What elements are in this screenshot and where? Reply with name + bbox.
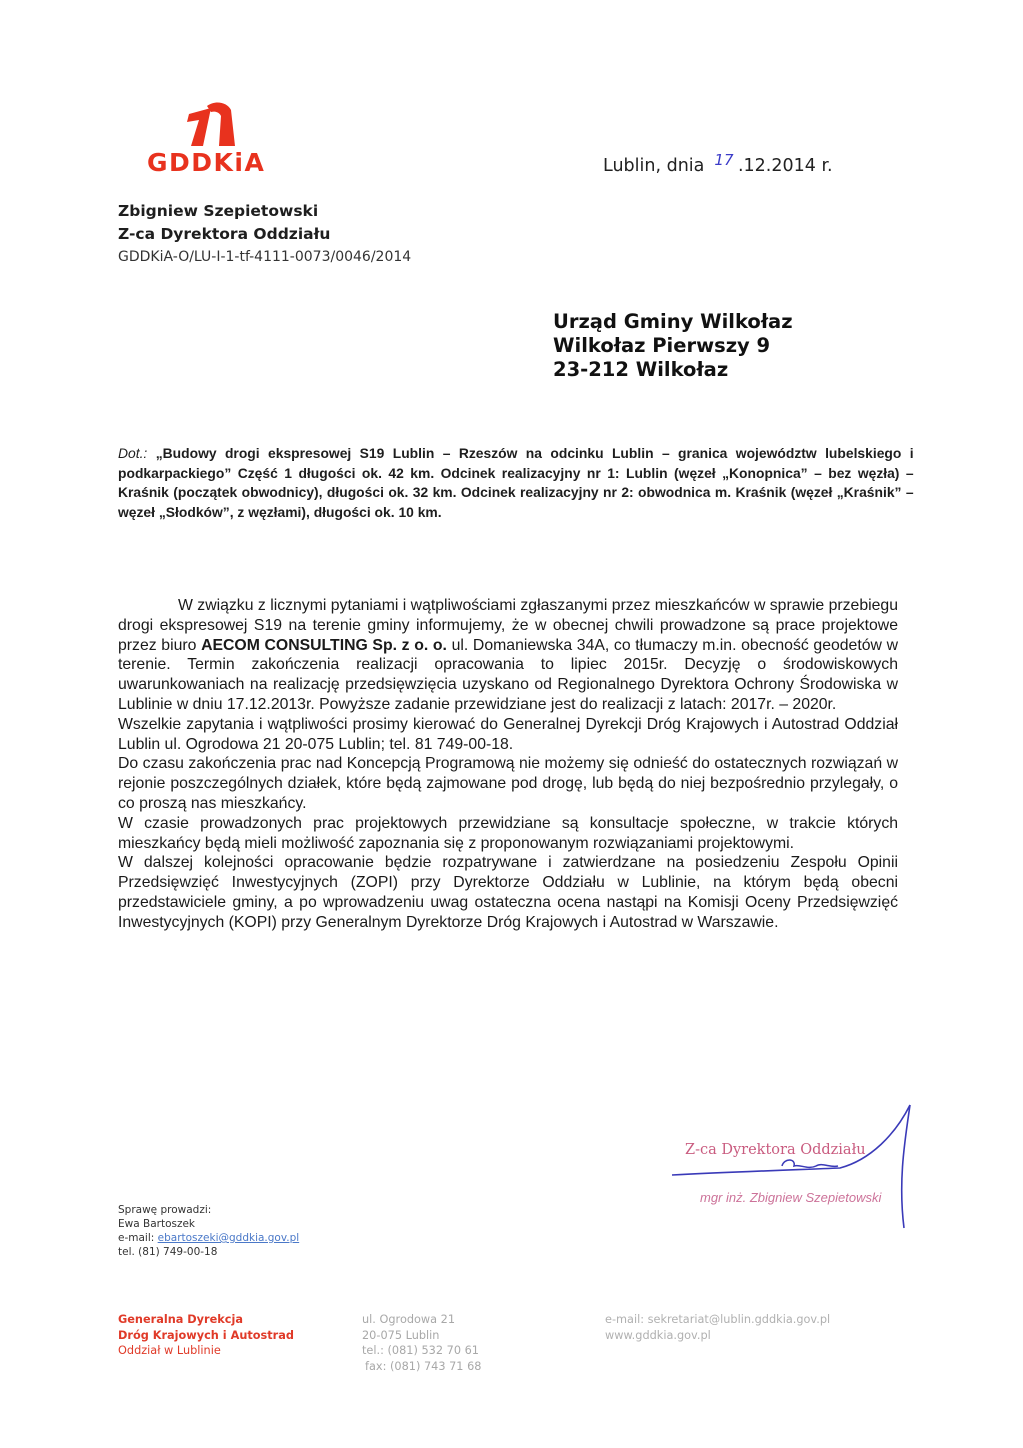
road-emblem-icon <box>185 100 237 148</box>
handler-email-label: e-mail: <box>118 1232 155 1244</box>
handler-email-line <box>118 1231 299 1245</box>
body-p1-text-cont: ul. Domaniewska 34A, co tłumaczy m.in. obecność geodetów w terenie. Termin zakończenia realizacji opracowania to lipiec 2015r. Decyzję o środowiskowych uwarunkowaniach na realizację przedsięwzięcia uzyskano od Regionalnego Dyrektora Ochrony Środowiska w Lublinie w dniu 17.12.2013r. Powyższe zadanie przewidziane jest do realizacji z latach: 2017r. – 2020r. <box>118 636 898 713</box>
body-paragraph-2: Wszelkie zapytania i wątpliwości prosimy kierować do Generalnej Dyrekcji Dróg Krajowych i Autostrad Oddział Lublin ul. Ogrodowa 21 20-075 Lublin; tel. 81 749-00-18. <box>118 715 898 753</box>
footer-org-line-2: Dróg Krajowych i Autostrad <box>118 1328 294 1342</box>
footer-tel: tel.: (081) 532 70 61 <box>362 1344 479 1357</box>
handler-label: Sprawę prowadzi: <box>118 1204 212 1216</box>
reference-number: GDDKiA-O/LU-I-1-tf-4111-0073/0046/2014 <box>118 249 412 265</box>
footer-website[interactable]: www.gddkia.gov.pl <box>605 1328 711 1342</box>
date-suffix: .12.2014 r. <box>737 156 833 176</box>
body-p1-text: W związku z licznymi pytaniami i wątpliwościami zgłaszanymi przez mieszkańców w sprawie przebiegu drogi ekspresowej S19 na terenie gminy informujemy, że w obecnej chwili prowadzone są prace projektowe przez biuro <box>118 597 898 654</box>
footer-organization <box>118 1312 294 1359</box>
handwritten-signature-icon <box>670 1100 930 1230</box>
subject-block <box>118 444 914 522</box>
footer-org-line-3: Oddział w Lublinie <box>118 1344 221 1357</box>
handler-phone: tel. (81) 749-00-18 <box>118 1246 218 1258</box>
body-paragraph-1 <box>118 596 898 715</box>
contractor-name: AECOM CONSULTING Sp. z o. o. <box>201 636 447 654</box>
footer-fax: fax: (081) 743 71 68 <box>365 1359 482 1373</box>
letter-body <box>118 596 898 933</box>
body-paragraph-4: W czasie prowadzonych prac projektowych przewidziane są konsultacje społeczne, w trakcie których mieszkańcy będą mieli możliwość zapoznania się z proponowanym rozwiązaniami projektowymi. <box>118 814 898 852</box>
stamp-name: mgr inż. Zbigniew Szepietowski <box>700 1190 882 1205</box>
sender-name: Zbigniew Szepietowski <box>118 202 319 220</box>
recipient-line-1: Urząd Gminy Wilkołaz <box>553 310 793 333</box>
footer-email[interactable]: e-mail: sekretariat@lublin.gddkia.gov.pl <box>605 1313 831 1326</box>
stamp-title: Z-ca Dyrektora Oddziału <box>685 1142 866 1158</box>
footer-contact <box>605 1312 830 1343</box>
recipient-line-2: Wilkołaz Pierwszy 9 <box>553 334 771 357</box>
date-day-handwritten: 17 <box>714 151 734 169</box>
logo-text: GDDKiA <box>147 148 266 177</box>
recipient-address <box>553 310 793 382</box>
footer-street: ul. Ogrodowa 21 <box>362 1313 456 1326</box>
case-handler-block <box>118 1203 299 1259</box>
footer-city: 20-075 Lublin <box>362 1328 440 1342</box>
sender-block <box>118 200 411 269</box>
gddkia-logo <box>145 100 275 180</box>
subject-label: Dot.: <box>118 446 148 461</box>
footer-org-line-1: Generalna Dyrekcja <box>118 1313 243 1326</box>
sender-title: Z-ca Dyrektora Oddziału <box>118 225 331 243</box>
letter-date <box>603 151 833 176</box>
body-paragraph-5: W dalszej kolejności opracowanie będzie rozpatrywane i zatwierdzane na posiedzeniu Zespołu Opinii Przedsięwzięć Inwestycyjnych (ZOPI) przy Dyrektorze Oddziału w Lublinie, na którym będą obecni przedstawiciele gminy, a po wprowadzeniu uwag ostateczna ocena nastąpi na Komisji Oceny Przedsięwzięć Inwestycyjnych (KOPI) przy Generalnym Dyrektorze Dróg Krajowych i Autostrad w Warszawie. <box>118 854 898 931</box>
handler-name: Ewa Bartoszek <box>118 1218 196 1230</box>
recipient-line-3: 23-212 Wilkołaz <box>553 358 729 381</box>
date-prefix: Lublin, dnia <box>603 156 705 176</box>
handler-email-link[interactable]: ebartoszeki@gddkia.gov.pl <box>157 1232 300 1244</box>
signature-stamp <box>670 1100 930 1230</box>
footer-address <box>362 1312 481 1374</box>
subject-text: „Budowy drogi ekspresowej S19 Lublin – Rzeszów na odcinku Lublin – granica województw lubelskiego i podkarpackiego” Część 1 długości ok. 42 km. Odcinek realizacyjny nr 1: Lublin (węzeł „Konopnica” – bez węzła) – Kraśnik (początek obwodnicy), długości ok. 32 km. Odcinek realizacyjny nr 2: obwodnica m. Kraśnik (węzeł „Kraśnik” – węzeł „Słodków”, z węzłami), długości ok. 10 km. <box>118 446 914 520</box>
body-paragraph-3: Do czasu zakończenia prac nad Koncepcją Programową nie możemy się odnieść do ostatecznych rozwiązań w rejonie poszczególnych działek, które będą zajmowane pod drogę, lub będą do niej bezpośrednio przylegały, o co proszą nas mieszkańcy. <box>118 755 898 812</box>
